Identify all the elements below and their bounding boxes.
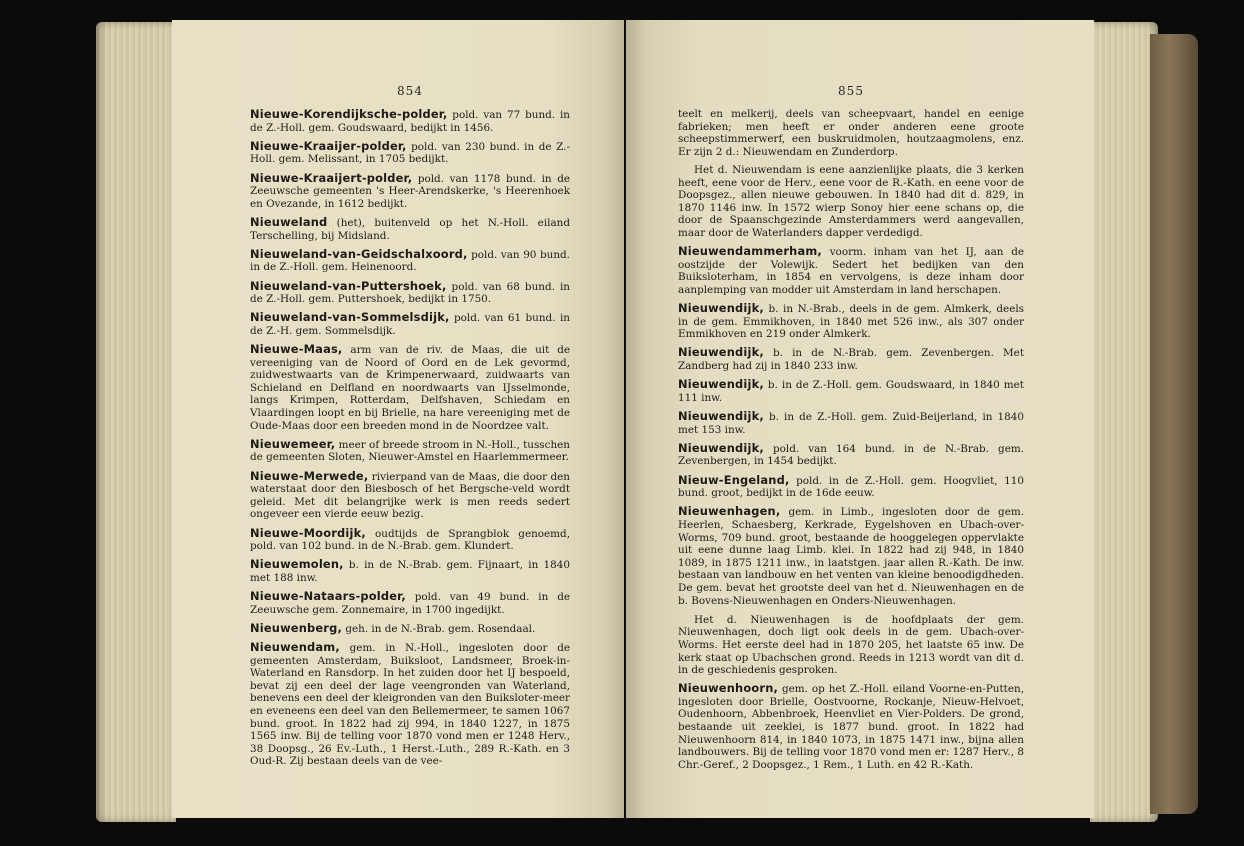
dictionary-entry	[678, 346, 1024, 372]
dictionary-entry	[678, 378, 1024, 404]
dictionary-entry	[250, 343, 570, 432]
page-number-right: 855	[838, 84, 864, 98]
left-page	[172, 20, 624, 818]
entry-text: Het d. Nieuwenhagen is de hoofdplaats der gem. Nieuwenhagen, doch ligt ook deels in de gem. Ubach-over-Worms. Het eerste deel had in 1870 205, het laatste 65 inw. De kerk staat op Ubachschen grond. Reeds in 1213 wordt van dit d. in de geschiedenis gesproken.	[678, 613, 1024, 677]
dictionary-entry	[678, 302, 1024, 341]
entry-text: pold. van 68 bund. in de Z.-Holl. gem. Puttershoek, bedijkt in 1750.	[250, 280, 570, 306]
left-entries	[250, 108, 570, 768]
page-edges-right	[1090, 22, 1158, 822]
entry-headword: Nieuwemeer,	[250, 436, 336, 451]
entry-headword: Nieuwenberg,	[250, 620, 343, 635]
entry-text: gem. in Limb., ingesloten door de gem. Heerlen, Schaesberg, Kerkrade, Eygelshoven en Ubach-over-Worms, 709 bund. groot, bestaande de hooggelegen oppervlakte uit eene dunne laag Limb. klei. In 1822 had zij 948, in 1840 1089, in 1875 1211 inw., in laatstgen. jaar allen R.-Kath. De inw. bestaan van landbouw en het venten van kleine benoodigdheden. De gem. bevat het grootste deel van het d. Nieuwenhagen en de b. Bovens-Nieuwenhagen en Onders-Nieuwenhagen.	[678, 506, 1024, 607]
entry-text: pold. van 49 bund. in de Zeeuwsche gem. Zonnemaire, in 1700 ingedijkt.	[250, 591, 570, 616]
entry-text: geh. in de N.-Brab. gem. Rosendaal.	[342, 622, 536, 635]
dictionary-entry	[250, 280, 570, 306]
entry-headword: Nieuwe-Merwede,	[250, 468, 369, 483]
entry-text: b. in de N.-Brab. gem. Fijnaart, in 1840 met 188 inw.	[250, 559, 570, 584]
entry-text: pold. van 1178 bund. in de Zeeuwsche gemeenten 's Heer-Arendskerke, 's Heerenhoek en Ovezande, in 1612 bedijkt.	[250, 172, 570, 210]
entry-headword: Nieuwendijk,	[678, 345, 764, 360]
dictionary-entry	[678, 682, 1024, 771]
dictionary-entry	[250, 248, 570, 274]
entry-headword: Nieuwendijk,	[678, 301, 764, 316]
entry-text: oudtijds de Sprangblok genoemd, pold. van 102 bund. in de N.-Brab. gem. Klundert.	[250, 527, 570, 553]
dictionary-entry	[250, 641, 570, 768]
entry-text: gem. in N.-Holl., ingesloten door de gemeenten Amsterdam, Buiksloot, Landsmeer, Broek-in-Waterland en Ransdorp. In het zuiden door het IJ bespoeld, bevat zij een deel der lage veengronden van Waterland, benevens een deel der kleigronden van den Buiksloter-meer en eveneens een deel van den Bellemermeer, te samen 1067 bund. groot. In 1822 had zij 994, in 1840 1227, in 1875 1565 inw. Bij de telling voor 1870 vond men er 1248 Herv., 38 Doopsg., 26 Ev.-Luth., 1 Herst.-Luth., 289 R.-Kath. en 3 Oud-R. Zij bestaan deels van de vee-	[250, 642, 570, 768]
entry-headword: Nieuwe-Kraaijer-polder,	[250, 138, 407, 153]
entry-text: pold. van 164 bund. in de N.-Brab. gem. Zevenbergen, in 1454 bedijkt.	[678, 442, 1024, 468]
entry-headword: Nieuwendijk,	[678, 409, 764, 424]
dictionary-entry	[250, 311, 570, 337]
entry-text: b. in de Z.-Holl. gem. Zuid-Beijerland, in 1840 met 153 inw.	[678, 411, 1024, 436]
dictionary-entry	[250, 140, 570, 166]
entry-headword: Nieuweland	[250, 214, 328, 229]
entry-headword: Nieuwendammerham,	[678, 244, 822, 259]
dictionary-entry	[250, 470, 570, 521]
entry-headword: Nieuwendam,	[250, 640, 340, 655]
page-edges-left	[96, 22, 176, 822]
dictionary-entry	[678, 505, 1024, 607]
page-number-left: 854	[397, 84, 423, 98]
entry-headword: Nieuwe-Moordijk,	[250, 525, 366, 540]
entry-headword: Nieuwemolen,	[250, 557, 344, 572]
entry-text: meer of breede stroom in N.-Holl., tusschen de gemeenten Sloten, Nieuwer-Amstel en Haarlemmermeer.	[250, 438, 570, 464]
dictionary-entry	[250, 558, 570, 584]
entry-text: voorm. inham van het IJ, aan de oostzijde der Volewijk. Sedert het bedijken van den Buiksloterham, in 1854 en vervolgens, is deze inham door aanplemping van modder uit Amsterdam in land herschapen.	[678, 246, 1024, 296]
entry-text: pold. van 230 bund. in de Z.-Holl. gem. Melissant, in 1705 bedijkt.	[250, 140, 570, 166]
entry-text: b. in de N.-Brab. gem. Zevenbergen. Met Zandberg had zij in 1840 233 inw.	[678, 347, 1024, 373]
entry-text: gem. op het Z.-Holl. eiland Voorne-en-Putten, ingesloten door Brielle, Oostvoorne, Rockanje, Nieuw-Helvoet, Oudenhoorn, Abbenbroek, Heenvliet en Vier-Polders. De grond, bestaande uit zeeklei, is 1877 bund. groot. In 1822 had Nieuwenhoorn 814, in 1840 1073, in 1875 1471 inw., bijna allen landbouwers. Bij de telling voor 1870 vond men er: 1287 Herv., 8 Chr.-Geref., 2 Doopsgez., 1 Rem., 1 Luth. en 42 R.-Kath.	[678, 683, 1024, 771]
entry-headword: Nieuwe-Kraaijert-polder,	[250, 170, 413, 185]
entry-headword: Nieuwendijk,	[678, 440, 764, 455]
dictionary-entry	[678, 474, 1024, 500]
dictionary-entry	[250, 172, 570, 211]
right-page	[626, 20, 1094, 818]
entry-text: pold. van 77 bund. in de Z.-Holl. gem. Goudswaard, bedijkt in 1456.	[250, 109, 570, 134]
dictionary-entry	[678, 410, 1024, 436]
book-cover-edge	[1150, 34, 1198, 814]
dictionary-entry	[678, 245, 1024, 296]
entry-text: b. in N.-Brab., deels in de gem. Almkerk, deels in de gem. Emmikhoven, in 1840 met 526 inw., als 307 onder Emmikhoven en 219 onder Almkerk.	[678, 303, 1024, 341]
dictionary-entry	[250, 527, 570, 553]
entry-headword: Nieuwe-Maas,	[250, 342, 343, 357]
dictionary-entry	[250, 590, 570, 616]
continuation-text: teelt en melkerij, deels van scheepvaart, handel en eenige fabrieken; men heeft er onder anderen eene groote scheepstimmerwerf, een buskruidmolen, houtzaagmolens, enz. Er zijn 2 d.: Nieuwendam en Zunderdorp.	[678, 108, 1024, 158]
dictionary-entry	[250, 216, 570, 242]
right-entries	[678, 245, 1024, 771]
entry-headword: Nieuweland-van-Sommelsdijk,	[250, 310, 450, 325]
entry-headword: Nieuwenhagen,	[678, 504, 781, 519]
entry-headword: Nieuw-Engeland,	[678, 472, 790, 487]
entry-headword: Nieuweland-van-Geidschalxoord,	[250, 246, 468, 261]
dictionary-entry	[250, 622, 570, 636]
entry-text: (het), buitenveld op het N.-Holl. eiland Terschelling, bij Midsland.	[250, 216, 570, 242]
entry-headword: Nieuwe-Korendijksche-polder,	[250, 107, 448, 121]
entry-text: pold. van 61 bund. in de Z.-H. gem. Sommelsdijk.	[250, 312, 570, 337]
entry-headword: Nieuwenhoorn,	[678, 681, 779, 696]
continuation-text-2: Het d. Nieuwendam is eene aanzienlijke plaats, die 3 kerken heeft, eene voor de Herv., eene voor de R.-Kath. en eene voor de Doopsgez., allen nieuwe gebouwen. In 1840 had dit d. 829, in 1870 1146 inw. In 1572 wierp Sonoy hier eene schans op, die door de Spaanschgezinde Amsterdammers werd aangevallen, maar door de Waterlanders dapper verdedigd.	[678, 163, 1024, 239]
entry-text: b. in de Z.-Holl. gem. Goudswaard, in 1840 met 111 inw.	[678, 379, 1024, 404]
entry-text: rivierpand van de Maas, die door den waterstaat door den Biesbosch of het Bergsche-veld wordt geleid. Met dit belangrijke werk is men reeds sedert ongeveer een vierde eeuw bezig.	[250, 470, 570, 521]
dictionary-entry	[678, 442, 1024, 468]
entry-text: pold. van 90 bund. in de Z.-Holl. gem. Heinenoord.	[250, 248, 570, 274]
entry-headword: Nieuweland-van-Puttershoek,	[250, 278, 447, 293]
dictionary-entry	[250, 438, 570, 464]
entry-text: arm van de riv. de Maas, die uit de vereeniging van de Noord of Oord en de Lek gevormd, zuidwestwaarts van de Krimpenerwaard, zuidwaarts van Schieland en Delfland en noordwaarts van IJsselmonde, langs Krimpen, Rotterdam, Delfshaven, Schiedam en Vlaardingen loopt en bij Brielle, na hare vereeniging met de Oude-Maas door een breeden mond in de Noordzee valt.	[250, 344, 570, 432]
dictionary-entry	[250, 108, 570, 134]
entry-headword: Nieuwendijk,	[678, 377, 764, 392]
entry-headword: Nieuwe-Nataars-polder,	[250, 589, 406, 604]
entry-text: pold. in de Z.-Holl. gem. Hoogvliet, 110 bund. groot, bedijkt in de 16de eeuw.	[678, 474, 1024, 500]
dictionary-entry	[678, 613, 1024, 677]
